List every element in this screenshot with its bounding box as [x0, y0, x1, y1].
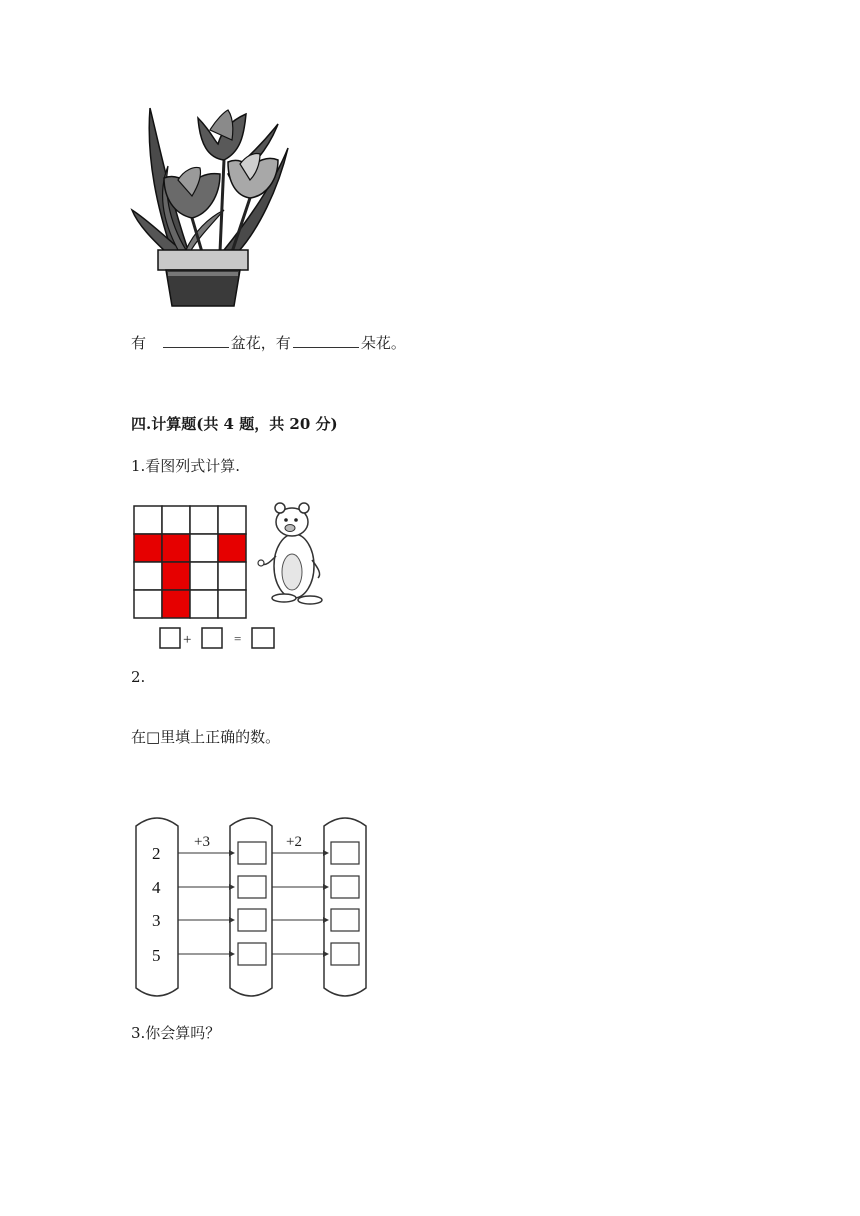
- flower-question-mid: 盆花，有: [230, 334, 291, 352]
- grid-cell: [162, 506, 190, 534]
- section-title: 四.计算题(共 4 题，共 20 分): [131, 415, 338, 433]
- input-value: 5: [152, 946, 161, 965]
- middle-answer-box[interactable]: [238, 943, 266, 965]
- grid-cell: [190, 534, 218, 562]
- input-value: 2: [152, 844, 161, 863]
- sum-box[interactable]: [252, 628, 274, 648]
- output-answer-box[interactable]: [331, 876, 359, 898]
- question-2-number: 2.: [131, 668, 146, 686]
- flower-pot-illustration: [128, 100, 296, 312]
- grid-cell-filled: [218, 534, 246, 562]
- grid-cell: [134, 562, 162, 590]
- grid-cell-filled: [162, 534, 190, 562]
- counting-grid: [134, 506, 246, 618]
- op-label-add-3: +3: [194, 834, 210, 850]
- input-value: 3: [152, 911, 161, 930]
- question-2-text: 在□里填上正确的数。: [131, 728, 281, 746]
- flower-question-suffix: 朵花。: [360, 334, 406, 352]
- addend-1-box[interactable]: [160, 628, 180, 648]
- output-answer-box[interactable]: [331, 842, 359, 864]
- grid-cell: [190, 590, 218, 618]
- grid-cell: [218, 562, 246, 590]
- equals-sign: =: [234, 631, 242, 646]
- grid-cell: [218, 506, 246, 534]
- grid-cell: [218, 590, 246, 618]
- plus-sign: +: [183, 632, 192, 648]
- output-answer-box[interactable]: [331, 909, 359, 931]
- output-answer-box[interactable]: [331, 943, 359, 965]
- grid-cell: [134, 506, 162, 534]
- flower-question-prefix: 有: [131, 334, 147, 352]
- pot-count-blank[interactable]: [163, 333, 229, 348]
- op-label-add-2: +2: [286, 834, 302, 850]
- middle-answer-box[interactable]: [238, 876, 266, 898]
- flower-question: [131, 333, 406, 353]
- grid-cell-filled: [134, 534, 162, 562]
- question-2-figure: [128, 812, 372, 998]
- question-1-figure: [128, 496, 332, 664]
- grid-cell-filled: [162, 562, 190, 590]
- input-value: 4: [152, 878, 161, 897]
- grid-cell: [190, 506, 218, 534]
- middle-answer-box[interactable]: [238, 909, 266, 931]
- grid-cell-filled: [162, 590, 190, 618]
- grid-cell: [134, 590, 162, 618]
- flower-count-blank[interactable]: [293, 333, 359, 348]
- bear-icon: [258, 503, 322, 604]
- middle-answer-box[interactable]: [238, 842, 266, 864]
- question-1-text: 1.看图列式计算.: [131, 457, 241, 475]
- grid-cell: [190, 562, 218, 590]
- addend-2-box[interactable]: [202, 628, 222, 648]
- question-3-text: 3.你会算吗？: [131, 1024, 221, 1042]
